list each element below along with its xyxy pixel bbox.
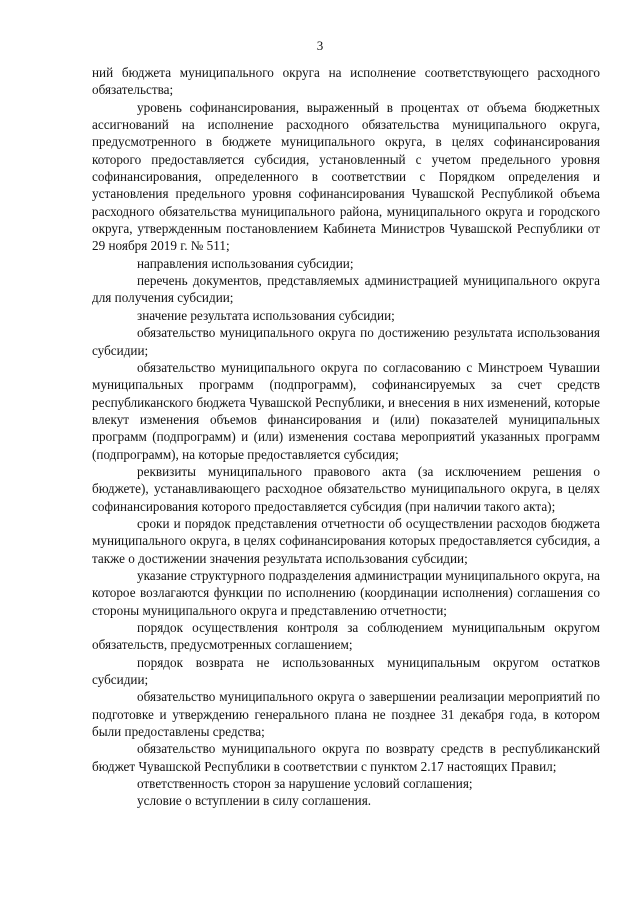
paragraph: направления использования субсидии;: [137, 255, 354, 271]
paragraph: порядок осуществления контроля за соблюдением муниципальным округом обязательств, предусмотренных соглашением;: [92, 620, 600, 653]
paragraph: уровень софинансирования, выраженный в процентах от объема бюджетных ассигнований на исполнение расходного обязательства муниципального округа, предусмотренного в бюджете муниципального округа, в целях софинансирования которого предоставляется субсидия, установленный с учетом предельного уровня софинансирования, определенного в соответствии с Порядком определения и установления предельного уровня софинансирования Чувашской Республикой объема расходного обязательства муниципального района, муниципального округа и городского округа, утвержденным постановлением Кабинета Министров Чувашской Республики от 29 ноября 2019 г. № 511;: [92, 99, 600, 254]
paragraph: реквизиты муниципального правового акта (за исключением решения о бюджете), устанавливающего расходное обязательство муниципального округа, в целях софинансирования которого предоставляется субсидия (при наличии такого акта);: [92, 463, 600, 514]
paragraph: порядок возврата не использованных муниципальным округом остатков субсидии;: [92, 654, 600, 688]
paragraph: условие о вступлении в силу соглашения.: [137, 793, 372, 809]
paragraph: сроки и порядок представления отчетности об осуществлении расходов бюджета муниципального округа, в целях софинансирования которых предоставляется субсидия, а также о достижении значения результата использования субсидии;: [92, 515, 600, 566]
document-body: [92, 64, 600, 810]
paragraph: указание структурного подразделения администрации муниципального округа, на которое возлагаются функции по исполнению (координации исполнения) соглашения со стороны муниципального округа и представлению отчетности;: [92, 567, 600, 618]
paragraph: ний бюджета муниципального округа на исполнение соответствующего расходного обязательства;: [92, 65, 600, 98]
page-number: 3: [316, 38, 324, 53]
paragraph: обязательство муниципального округа по достижению результата использования субсидии;: [92, 325, 600, 358]
paragraph: ответственность сторон за нарушение условий соглашения;: [137, 776, 473, 792]
paragraph: обязательство муниципального округа по возврату средств в республиканский бюджет Чувашской Республики в соответствии с пунктом 2.17 настоящих Правил;: [92, 741, 600, 774]
paragraph: обязательство муниципального округа о завершении реализации мероприятий по подготовке и утверждению генерального плана не позднее 31 декабря года, в котором были предоставлены средства;: [92, 689, 600, 740]
paragraph: перечень документов, представляемых администрацией муниципального округа для получения субсидии;: [92, 273, 600, 306]
paragraph: обязательство муниципального округа по согласованию с Минстроем Чувашии муниципальных программ (подпрограмм), софинансируемых за счет средств республиканского бюджета Чувашской Республики, и внесения в них изменений, которые влекут изменения объемов финансирования и (или) показателей муниципальных программ (подпрограмм) и (или) изменения состава мероприятий указанных программ (подпрограмм), на которые предоставляется субсидия;: [92, 359, 600, 462]
paragraph: значение результата использования субсидии;: [137, 307, 395, 323]
